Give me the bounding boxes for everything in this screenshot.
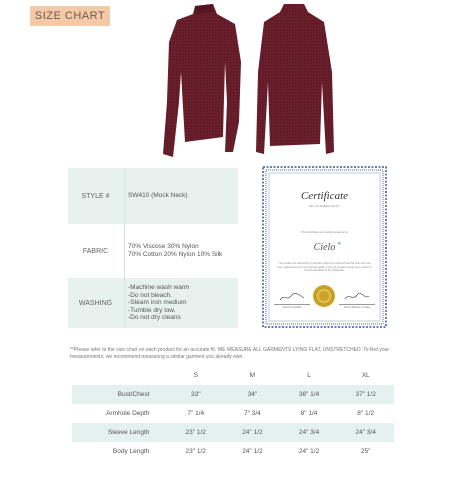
garment-back-image <box>250 2 340 162</box>
size-header: S <box>193 372 198 379</box>
garment-front-image <box>155 2 250 162</box>
signature-left-icon <box>278 292 308 302</box>
table-cell: 37" 1/2 <box>355 391 376 398</box>
size-chart-badge: SIZE CHART <box>30 6 110 26</box>
certificate-subtitle: OF AUTHENTICITY <box>308 204 341 208</box>
washing-line: -Do not bleach. <box>128 291 173 299</box>
washing-line: -Do not dry cleans <box>128 314 181 322</box>
signature-right-caption: Senior Director of Sales <box>343 306 371 309</box>
fabric-line: 70% Viscose 30% Nylon <box>128 243 199 250</box>
row-label: Sleeve Length <box>107 429 150 436</box>
seal-icon <box>312 284 336 308</box>
washing-line: -Machine wash warm <box>128 284 190 292</box>
table-row <box>72 423 394 442</box>
washing-line: -Steam iron medium <box>128 299 187 307</box>
fabric-value <box>128 226 238 276</box>
certificate <box>262 166 387 328</box>
style-label: STYLE # <box>81 192 110 200</box>
table-cell: 7" 1/4 <box>187 410 205 417</box>
table-cell: 34" <box>247 391 258 398</box>
row-label: Bust/Chest <box>117 391 150 398</box>
info-divider <box>124 168 125 328</box>
certificate-body: This certifies the authenticity of all Cielo USA items sold and that this Cielo item has been subjected to the most exacting quality control. It is made proudly as a product of the fine standards of the Trademark. <box>277 262 372 272</box>
washing-label: WASHING <box>78 299 113 307</box>
size-header: M <box>249 372 256 379</box>
measurement-note: **Please refer to the size chart on each product for an accurate fit. WE MEASURE ALL GARMENTS LYING FLAT, UNSTRETCHED. To find your measurements, we recommend measuring a similar garment you already own. <box>70 347 390 360</box>
signature-left-line <box>274 304 310 305</box>
style-value: SW410 (Mock Neck) <box>128 192 188 199</box>
washing-line: -Tumble dry low. <box>128 306 176 314</box>
size-header-row <box>72 366 394 385</box>
certificate-title: Certificate <box>300 190 349 202</box>
table-cell: 8" 1/4 <box>300 410 318 417</box>
table-row <box>72 442 394 461</box>
table-cell: 24" 1/2 <box>298 448 320 455</box>
table-cell: 24" 1/2 <box>242 429 263 436</box>
table-cell: 33" <box>190 391 201 398</box>
table-cell: 23" 1/2 <box>185 429 206 436</box>
heart-icon: ♥ <box>338 241 341 247</box>
signature-right-icon <box>342 292 372 302</box>
certificate-line: This certificate is proudly presented to <box>300 230 349 234</box>
row-label: Armhole Depth <box>106 410 150 417</box>
signature-right-line <box>339 304 375 305</box>
fabric-label: FABRIC <box>82 247 109 255</box>
table-cell: 24" 3/4 <box>298 429 320 436</box>
size-header: L <box>307 372 311 379</box>
table-cell: 24" 3/4 <box>355 429 376 436</box>
washing-value <box>128 278 238 328</box>
table-row <box>72 385 394 404</box>
row-label: Body Length <box>112 448 150 455</box>
size-table <box>72 366 394 466</box>
table-row <box>72 404 394 423</box>
table-cell: 8" 1/2 <box>357 410 375 417</box>
table-cell: 7" 3/4 <box>244 410 261 417</box>
table-cell: 23" 1/2 <box>185 448 206 455</box>
table-cell: 36" 1/4 <box>298 391 320 398</box>
table-cell: 25" <box>360 448 371 455</box>
certificate-brand: Cielo <box>313 242 336 253</box>
fabric-line: 70% Cotton 20% Nylon 10% Silk <box>128 251 223 258</box>
size-header: XL <box>361 372 370 379</box>
signature-left-caption: Director of Retail <box>282 306 302 309</box>
table-cell: 24" 1/2 <box>242 448 263 455</box>
